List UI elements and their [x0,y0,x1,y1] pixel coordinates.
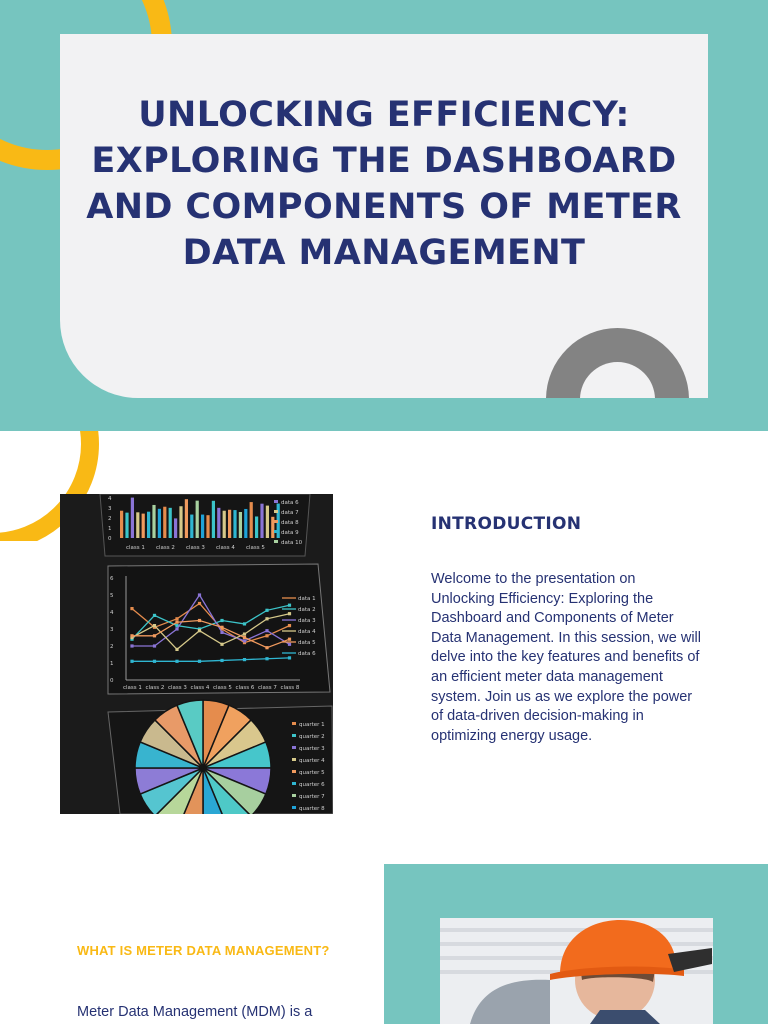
line-point [243,622,246,625]
bar [158,509,161,538]
bar [163,507,166,538]
line-point [153,614,156,617]
bar [244,509,247,538]
bar [266,506,269,538]
mdm-body: Meter Data Management (MDM) is a [77,1004,313,1020]
line-point [175,660,178,663]
bar [131,498,134,538]
line-point [288,624,291,627]
line-point [265,646,268,649]
legend-swatch [292,746,296,749]
bar [260,504,263,538]
bar [125,513,128,538]
line-point [265,634,268,637]
line-point [243,633,246,636]
line-category-label: class 3 [168,685,187,691]
line-axis-tick: 0 [110,678,114,684]
legend-swatch [274,500,278,503]
line-point [198,619,201,622]
legend-swatch [292,758,296,761]
line-point [198,629,201,632]
line-point [130,644,133,647]
bar [136,512,139,538]
line-point [243,639,246,642]
bar [255,516,258,538]
line-point [198,593,201,596]
bar [185,499,188,538]
pie-legend-label: quarter 7 [299,794,325,800]
line-category-label: class 4 [190,685,210,691]
worker-illustration [440,918,713,1024]
bar-axis-tick: 4 [108,496,112,502]
pie-legend-label: quarter 5 [299,770,325,776]
bar [201,515,204,538]
bar [233,510,236,538]
bar [142,514,145,538]
line-point [243,658,246,661]
line-category-label: class 8 [280,685,300,691]
line-point [265,657,268,660]
pie-legend-label: quarter 2 [299,734,325,740]
line-legend-label: data 2 [298,607,316,613]
line-point [130,607,133,610]
bar [196,501,199,538]
line-category-label: class 1 [123,685,142,691]
bar [271,517,274,538]
bar-axis-tick: 1 [108,526,112,532]
bar-legend-label: data 9 [281,530,299,536]
line-axis-tick: 3 [110,627,114,633]
bar [120,511,123,538]
mdm-heading: WHAT IS METER DATA MANAGEMENT? [77,943,330,958]
title-card [60,34,708,398]
line-legend-label: data 3 [298,618,316,624]
line-point [220,626,223,629]
line-point [288,604,291,607]
line-point [288,612,291,615]
pie-legend-label: quarter 6 [299,782,325,788]
bar-category-label: class 5 [246,545,265,551]
legend-swatch [274,540,278,543]
line-point [288,638,291,641]
line-point [198,602,201,605]
line-axis-tick: 6 [110,576,114,582]
legend-swatch [274,520,278,523]
bar [179,506,182,538]
bar [190,515,193,538]
bar [212,501,215,538]
bar-legend-label: data 8 [281,520,299,526]
legend-swatch [292,722,296,725]
line-legend-label: data 5 [298,640,316,646]
line-category-label: class 2 [145,685,165,691]
line-point [265,629,268,632]
pie-chart-panel [108,700,333,814]
dashboard-charts-photo [60,494,333,814]
line-axis-tick: 1 [110,661,114,667]
bar-axis-tick: 2 [108,516,112,522]
line-point [153,660,156,663]
bar [206,515,209,538]
line-point [288,643,291,646]
line-point [220,619,223,622]
line-point [220,631,223,634]
bar [147,512,150,538]
legend-swatch [292,794,296,797]
line-point [175,648,178,651]
line-category-label: class 7 [258,685,277,691]
line-point [175,621,178,624]
bar [217,508,220,538]
legend-swatch [292,782,296,785]
bar [228,510,231,538]
decorative-arch [546,328,689,398]
pie-legend-label: quarter 8 [299,806,325,812]
line-chart-panel [108,564,330,694]
bar-legend-label: data 7 [281,510,299,516]
worker-photo [440,918,713,1024]
legend-swatch [274,530,278,533]
line-point [153,634,156,637]
title-slide [0,0,768,431]
bar-category-label: class 1 [126,545,145,551]
line-point [175,617,178,620]
line-point [153,624,156,627]
pie-legend-label: quarter 4 [299,758,325,764]
bar [152,505,155,538]
bar [223,511,226,538]
bar-axis-tick: 3 [108,506,112,512]
bar-legend-label: data 6 [281,500,299,506]
line-axis-tick: 2 [110,644,114,650]
introduction-heading: INTRODUCTION [431,514,582,534]
line-legend-label: data 6 [298,651,316,657]
line-point [265,609,268,612]
bar-category-label: class 3 [186,545,205,551]
legend-swatch [292,770,296,773]
line-axis-tick: 5 [110,593,114,599]
line-point [265,617,268,620]
bar-axis-tick: 0 [108,536,112,542]
bar [174,518,177,538]
line-point [220,659,223,662]
legend-swatch [292,734,296,737]
introduction-body: Welcome to the presentation on Unlocking Efficiency: Exploring the Dashboard and Components of Meter Data Management. In this session, we will delve into the key features and benefits of an efficient meter data management system. Join us as we explore the power of data-driven decision-making in optimizing energy usage. [431,571,701,744]
charts-illustration [60,494,333,814]
bar [169,508,172,538]
legend-swatch [292,806,296,809]
presentation-title: UNLOCKING EFFICIENCY: EXPLORING THE DASHBOARD AND COMPONENTS OF METER DATA MANAGEMENT [86,95,682,273]
line-category-label: class 5 [213,685,232,691]
line-legend-label: data 4 [298,629,316,635]
line-point [198,660,201,663]
line-axis-tick: 4 [110,610,114,616]
legend-swatch [274,510,278,513]
bar-chart-panel [100,494,310,556]
bar [239,512,242,538]
line-point [288,656,291,659]
line-category-label: class 6 [235,685,255,691]
bar-category-label: class 2 [156,545,175,551]
line-point [130,660,133,663]
line-point [175,627,178,630]
line-legend-label: data 1 [298,596,316,602]
line-point [153,644,156,647]
line-point [243,636,246,639]
line-point [130,634,133,637]
bar-legend-label: data 10 [281,540,303,546]
pie-legend-label: quarter 3 [299,746,325,752]
bar [250,502,253,538]
pie-legend-label: quarter 1 [299,722,325,728]
bar-category-label: class 4 [216,545,235,551]
line-point [220,643,223,646]
